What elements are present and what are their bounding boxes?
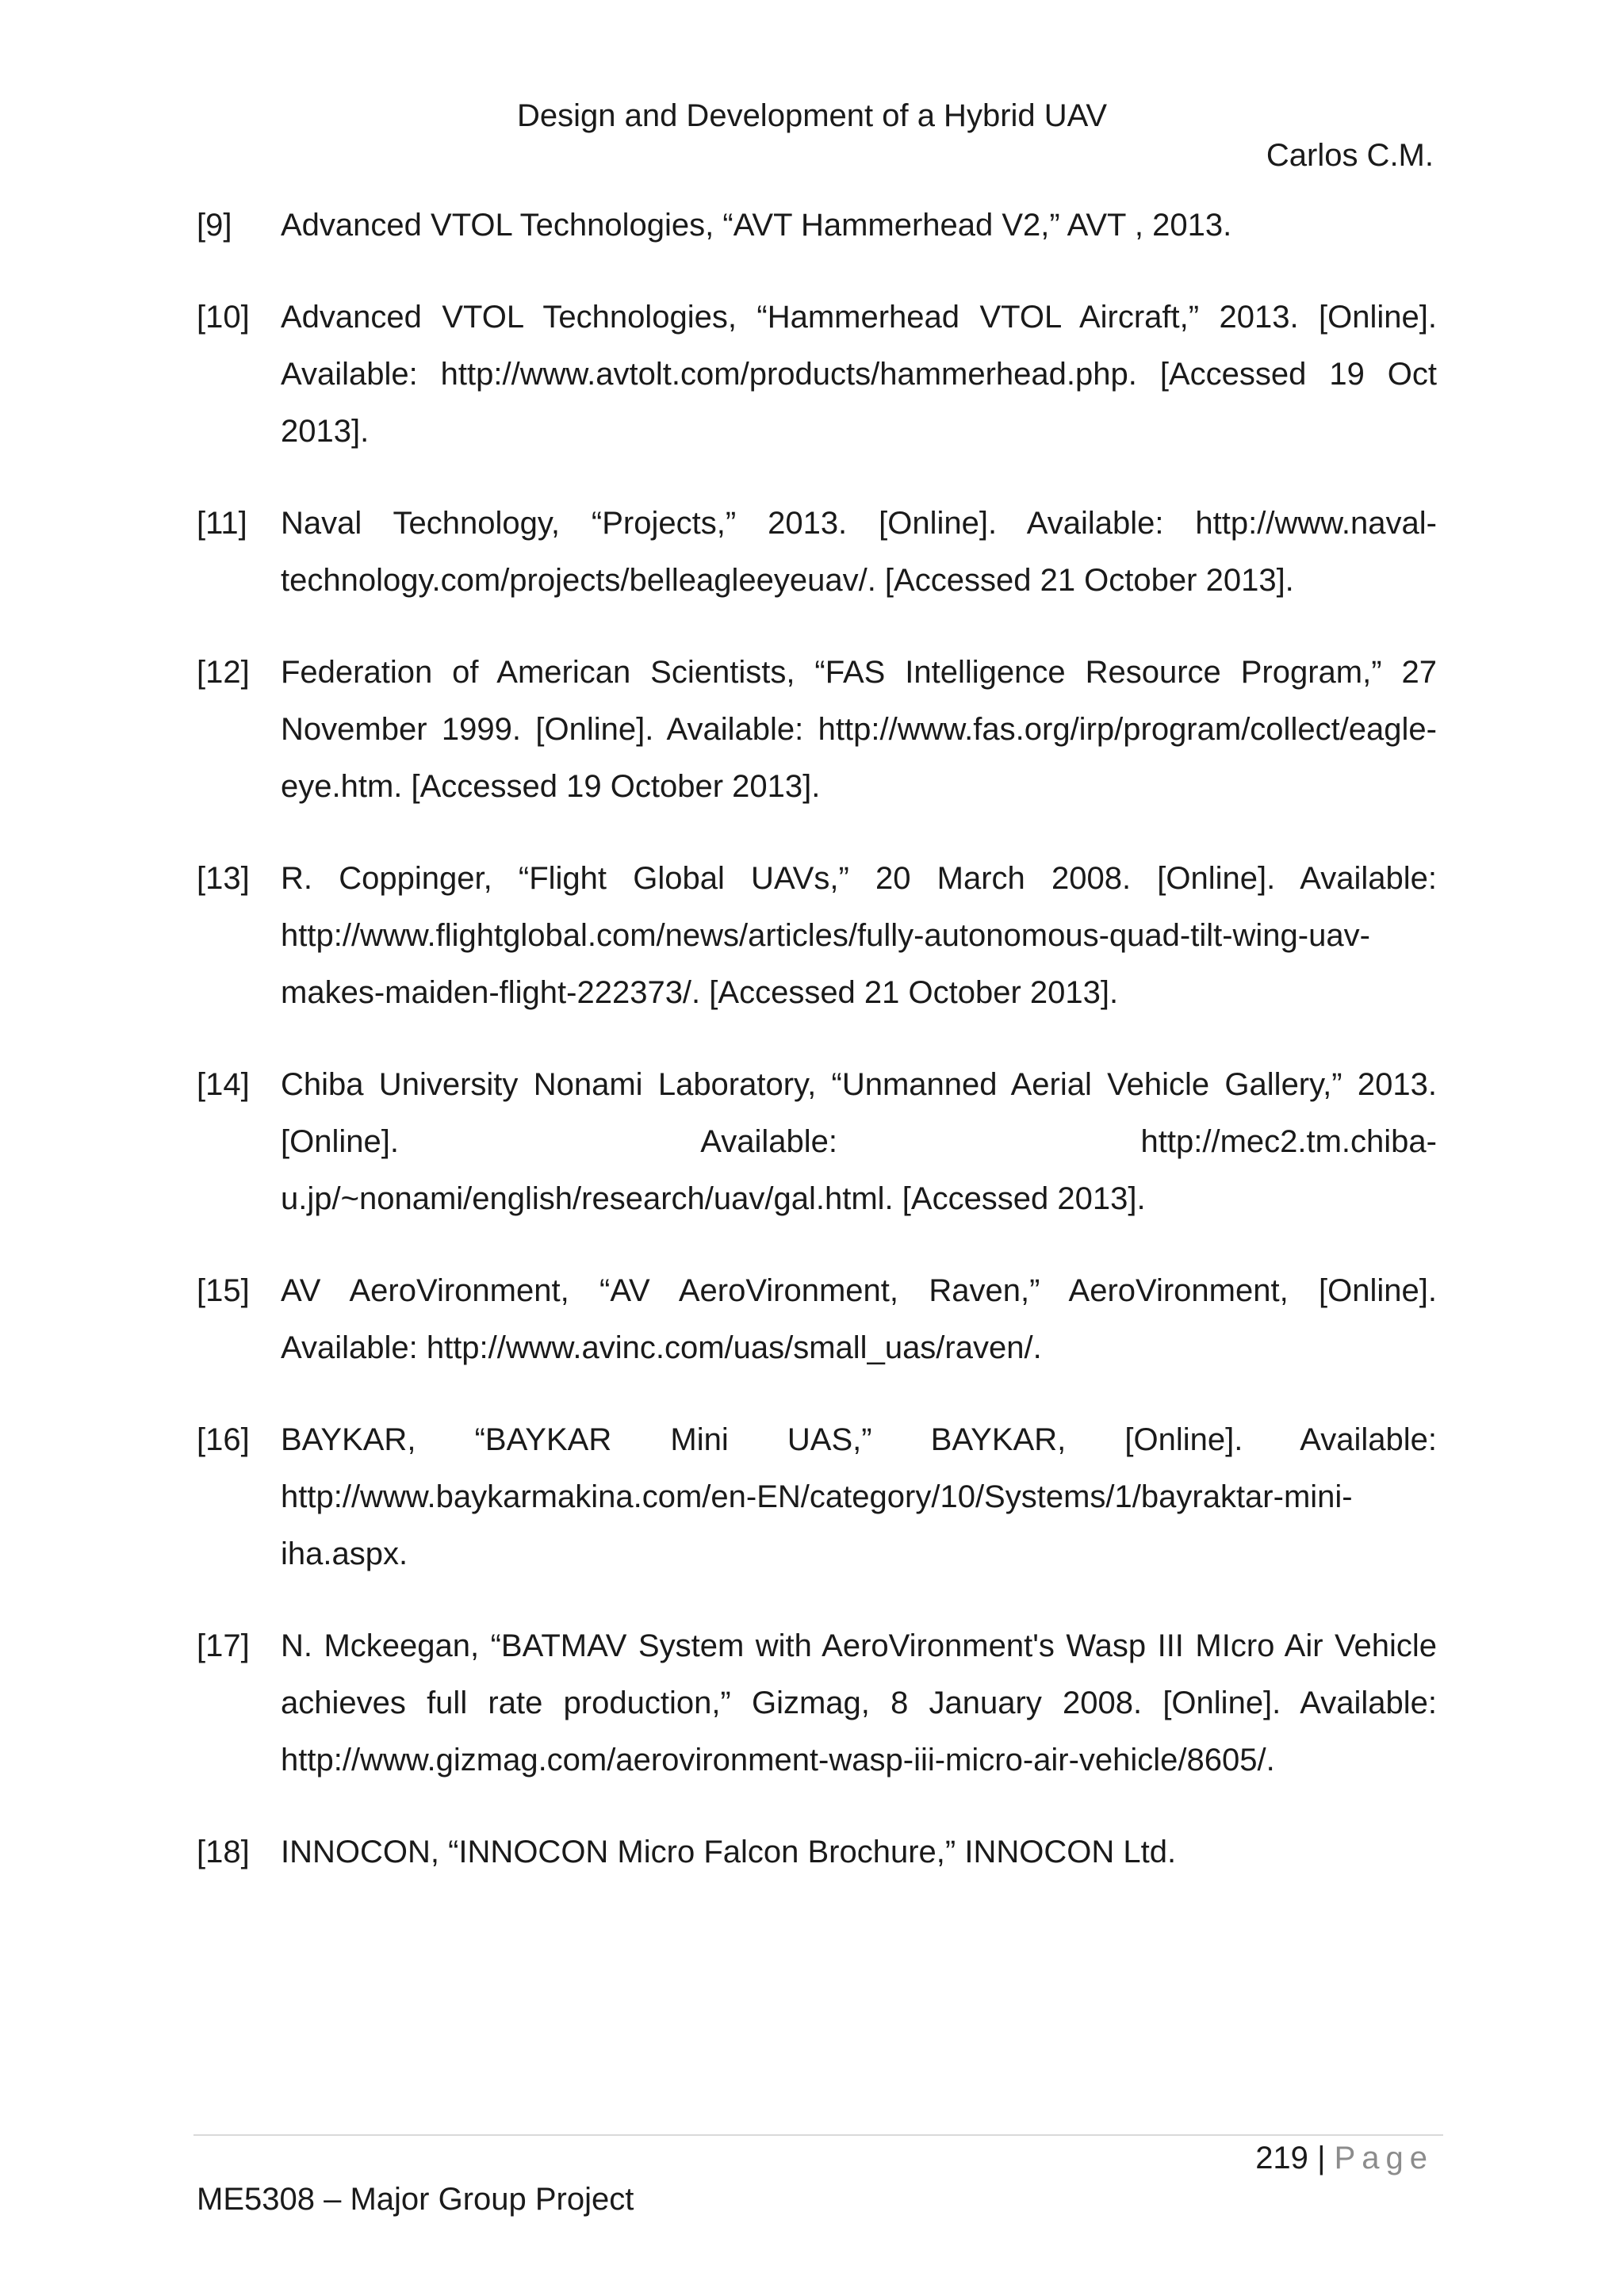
reference-text: INNOCON, “INNOCON Micro Falcon Brochure,” INNOCON Ltd. (281, 1835, 1177, 1869)
reference-number: [10] (197, 300, 250, 335)
reference-item (197, 289, 1437, 460)
document-author: Carlos C.M. (1266, 138, 1434, 173)
reference-item (197, 495, 1437, 609)
page-number-value: 219 (1255, 2141, 1308, 2175)
reference-item (197, 1056, 1437, 1227)
reference-number: [18] (197, 1835, 250, 1869)
page-number (1255, 2136, 1434, 2180)
reference-text: R. Coppinger, “Flight Global UAVs,” 20 March 2008. [Online]. Available: http://www.flightglobal.com/news/articles/fully-autonomous-quad-tilt-wing-uav-makes-maiden-flight-222373/. [Accessed 21 October 2013]. (281, 861, 1437, 1010)
reference-item (197, 850, 1437, 1021)
reference-text: Chiba University Nonami Laboratory, “Unmanned Aerial Vehicle Gallery,” 2013. [Online]. Available: http://mec2.tm.chiba-u.jp/~nonami/english/research/uav/gal.html. [Accessed 2013]. (281, 1067, 1437, 1216)
reference-item (197, 1823, 1437, 1881)
reference-text: Advanced VTOL Technologies, “AVT Hammerhead V2,” AVT , 2013. (281, 208, 1232, 243)
reference-text: Advanced VTOL Technologies, “Hammerhead VTOL Aircraft,” 2013. [Online]. Available: http://www.avtolt.com/products/hammerhead.php. [Accessed 19 Oct 2013]. (281, 300, 1437, 449)
reference-number: [15] (197, 1273, 250, 1308)
reference-text: Federation of American Scientists, “FAS Intelligence Resource Program,” 27 November 1999. [Online]. Available: http://www.fas.org/irp/program/collect/eagle-eye.htm. [Accessed 19 October 2013]. (281, 655, 1437, 804)
reference-number: [12] (197, 655, 250, 690)
reference-text: N. Mckeegan, “BATMAV System with AeroVironment's Wasp III MIcro Air Vehicle achieves full rate production,” Gizmag, 8 January 2008. [Online]. Available: http://www.gizmag.com/aerovironment-wasp-iii-micro-air-vehicle/8605/. (281, 1628, 1437, 1777)
reference-number: [17] (197, 1628, 250, 1663)
reference-item (197, 644, 1437, 815)
reference-item (197, 197, 1437, 254)
page-word: Page (1334, 2141, 1434, 2175)
reference-item (197, 1411, 1437, 1582)
document-title: Design and Development of a Hybrid UAV (516, 98, 1108, 133)
page-number-separator: | (1317, 2141, 1326, 2175)
reference-number: [14] (197, 1067, 250, 1102)
reference-number: [13] (197, 861, 250, 896)
reference-text: Naval Technology, “Projects,” 2013. [Online]. Available: http://www.naval-technology.com/projects/belleagleeyeuav/. [Accessed 21 October 2013]. (281, 506, 1437, 598)
reference-item (197, 1617, 1437, 1789)
reference-item (197, 1262, 1437, 1376)
footer-course-name: ME5308 – Major Group Project (197, 2182, 634, 2217)
reference-text: BAYKAR, “BAYKAR Mini UAS,” BAYKAR, [Online]. Available: http://www.baykarmakina.com/en-EN/category/10/Systems/1/bayraktar-mini-iha.aspx. (281, 1422, 1437, 1571)
reference-number: [9] (197, 208, 232, 243)
reference-number: [16] (197, 1422, 250, 1457)
reference-list (197, 197, 1437, 1915)
reference-text: AV AeroVironment, “AV AeroVironment, Raven,” AeroVironment, [Online]. Available: http://www.avinc.com/uas/small_uas/raven/. (281, 1273, 1437, 1365)
reference-number: [11] (197, 506, 247, 541)
